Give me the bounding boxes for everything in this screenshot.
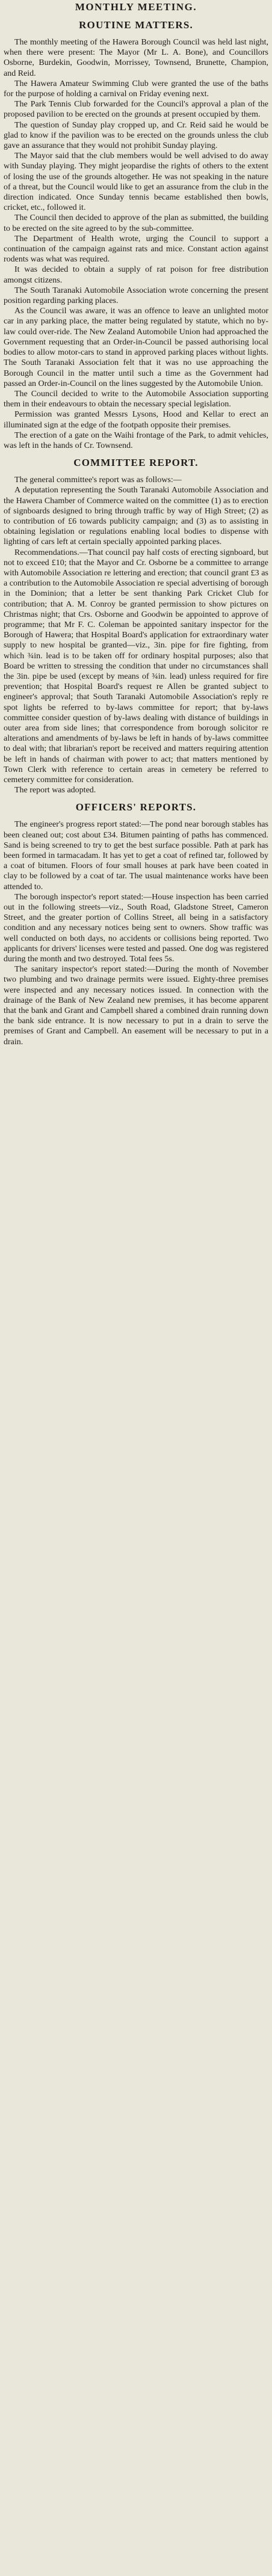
paragraph: The Council decided to write to the Automobile Association supporting them in their endeavours to obtain the necessary special legislation. — [4, 389, 268, 409]
paragraph: The monthly meeting of the Hawera Borough Council was held last night, when there were present: The Mayor (Mr L. A. Bone), and Councillors Osborne, Burdekin, Goodwin, Morrissey, Townsend, Brunette, Champion, and Reid. — [4, 38, 268, 78]
paragraph: The sanitary inspector's report stated:—During the month of November two plumbing and two drainage permits were issued. Eighty-three premises were inspected and any necessary notices issued. In connection with the drainage of the Bank of New Zealand new premises, it has become apparent that the bank and Grant and Campbell shared a combined drain running down the bank side entrance. It is now necessary to put in a drain to serve the premises of Grant and Campbell. An easement will be necessary to put in a drain. — [4, 965, 268, 1047]
paragraph: Recommendations.—That council pay half costs of erecting signboard, but not to exceed £10; that the Mayor and Cr. Osborne be a committee to arrange with Automobile Association re lettering and erection; that council grant £3 as a contribution to the Automobile Association re special advertising of borough in the Dominion; that a letter be sent thanking Park Cricket Club for contribution; that A. M. Conroy be granted permission to show pictures on Christmas night; that Crs. Osborne and Goodwin be appointed to approve of programme; that Mr F. C. Coleman be appointed sanitary inspector for the Borough of Hawera; that Hospital Board's application for extraordinary water supply to new hospital be granted—viz., 3in. pipe for fire fighting, from which ¾in. lead is to be taken off for ordinary hospital purposes; also that Board be written to stressing the condition that under no circumstances shall the 3in. pipe be used (except by means of ¾in. lead) unless required for fire prevention; that Hospital Board's request re Allen be granted subject to engineer's approval; that South Taranaki Automobile Association's reply re spot lights be referred to by-laws committee for report; that by-laws committee consider question of by-laws dealing with distance of buildings in outer area from side lines; that correspondence from borough solicitor re alterations and amendments of by-laws be left in hands of by-laws committee to deal with; that librarian's report be received and matters requiring attention be left in hands of chairman with power to act; that matters mentioned by Town Clerk with reference to certain areas in cemetery be referred to cemetery committee for consideration. — [4, 548, 268, 785]
paragraph: The report was adopted. — [14, 786, 96, 795]
paragraph: The Department of Health wrote, urging the Council to support a continuation of the campaign against rats and mice. Constant action against rodents was what was required. — [4, 234, 268, 265]
paragraph: It was decided to obtain a supply of rat poison for free distribution amongst citizens. — [4, 265, 268, 285]
section-committee-report — [4, 457, 268, 795]
paragraph: The South Taranaki Automobile Association wrote concerning the present position regarding parking places. — [4, 286, 268, 306]
paragraph: The general committee's report was as follows:— — [14, 476, 182, 485]
section-heading: COMMITTEE REPORT. — [73, 457, 199, 469]
paragraph: As the Council was aware, it was an offence to leave an unlighted motor car in any parking place, the matter being regulated by statute, which no by-law could over-ride. The New Zealand Automobile Union had approached the Government requesting that an Order-in-Council be passed authorising local bodies to allow motor-cars to stand in approved parking places without lights. The South Taranaki Association felt that it was no use approaching the Borough Council in the matter until such a time as the Government had passed an Order-in-Council on the lines suggested by the Automobile Union. — [4, 307, 268, 388]
paragraph: The Park Tennis Club forwarded for the Council's approval a plan of the proposed pavilion to be erected on the grounds at present occupied by them. — [4, 100, 268, 120]
paragraph: Permission was granted Messrs Lysons, Hood and Kellar to erect an illuminated sign at the edge of the footpath opposite their premises. — [4, 410, 268, 430]
paragraph: The borough inspector's report stated:—House inspection has been carried out in the following streets—viz., South Road, Gladstone Street, Cameron Street, and the greater portion of Collins Street, all being in a satisfactory condition and any necessary notices being sent to owners. Show traffic was well conducted on both days, no accidents or collisions being reported. Two applicants for drivers' licenses were tested and passed. One dog was registered during the month and two destroyed. Total fees 5s. — [4, 892, 268, 964]
newspaper-article — [4, 0, 268, 1047]
section-officers-reports — [4, 801, 268, 1047]
section-heading: ROUTINE MATTERS. — [79, 19, 193, 31]
section-routine-matters — [4, 19, 268, 451]
paragraph: The Council then decided to approve of the plan as submitted, the building to be erected on the site agreed to by the sub-committee. — [4, 213, 268, 233]
section-heading: OFFICERS' REPORTS. — [75, 801, 197, 813]
paragraph: The erection of a gate on the Waihi frontage of the Park, to admit vehicles, was left in the hands of Cr. Townsend. — [4, 430, 268, 450]
paragraph: The Mayor said that the club members would be well advised to do away with Sunday playing. They might jeopardise the rights of others to the extent of losing the use of the grounds altogether. He was not speaking in the nature of a threat, but the Council would like to get an assurance from the club in the direction indicated. Once Sunday tennis became established then bowls, cricket, etc., followed it. — [4, 151, 268, 213]
paragraph: The engineer's progress report stated:—The pond near borough stables has been cleaned out; cost about £34. Bitumen painting of paths has commenced. Sand is being screened to try to get the best surface possible. Path at park has been formed in tarmacadam. It has yet to get a coat of refined tar, followed by a coat of bitumen. Floors of four small houses at park have been coated in clay to be followed by a coat of tar. The usual maintenance works have been attended to. — [4, 820, 268, 892]
article-masthead: MONTHLY MEETING. — [75, 1, 197, 13]
paragraph: The question of Sunday play cropped up, and Cr. Reid said he would be glad to know if the pavilion was to be erected on the grounds unless the club gave an assurance that they would not prohibit Sunday playing. — [4, 120, 268, 151]
paragraph: The Hawera Amateur Swimming Club were granted the use of the baths for the purpose of holding a carnival on Friday evening next. — [4, 79, 268, 99]
paragraph: A deputation representing the South Taranaki Automobile Association and the Hawera Chamber of Commerce waited on the committee (1) as to erection of signboards designed to bring through traffic by way of High Street; (2) as to contribution of £6 towards publicity campaign; and (3) as to assisting in obtaining legislation or regulations enabling local bodies to dispense with lighting of cars left at certain specially appointed parking places. — [4, 486, 268, 547]
